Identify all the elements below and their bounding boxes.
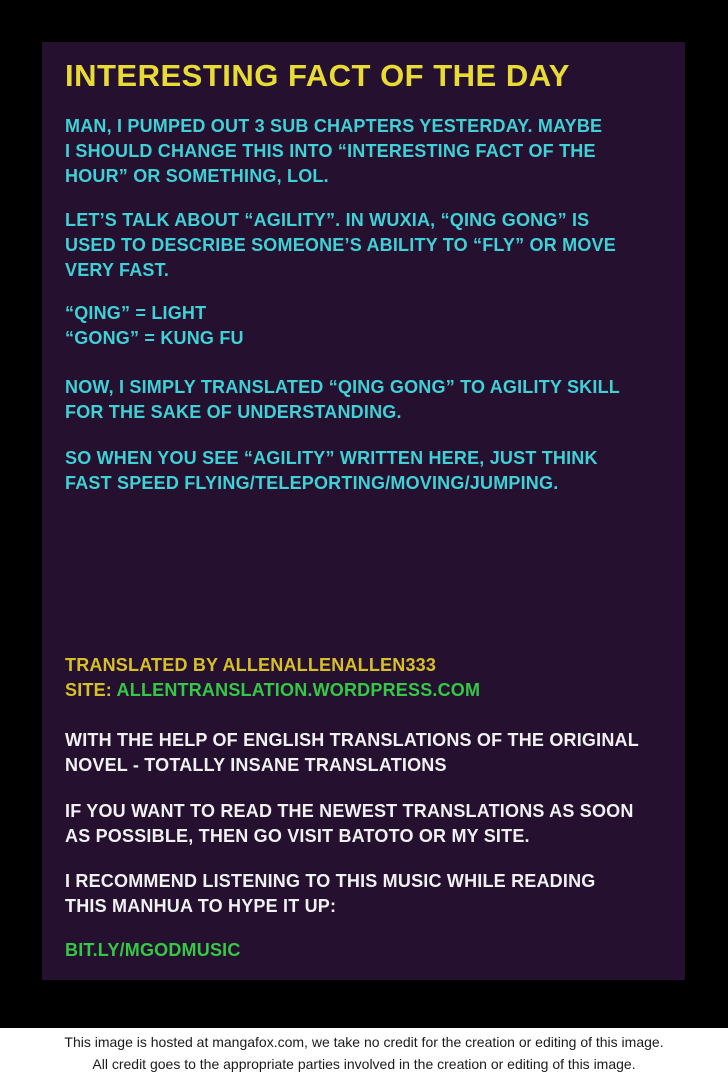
- site-line: [65, 678, 677, 703]
- text-line: SO WHEN YOU SEE “AGILITY” WRITTEN HERE, JUST THINK: [65, 448, 598, 468]
- agility-meaning-paragraph: [65, 446, 677, 496]
- source-credit-paragraph: [65, 728, 677, 778]
- text-line: IF YOU WANT TO READ THE NEWEST TRANSLATIONS AS SOON: [65, 801, 634, 821]
- disclaimer-line-2: All credit goes to the appropriate parties involved in the creation or editing of this image.: [92, 1056, 636, 1072]
- site-url: ALLENTRANSLATION.WORDPRESS.COM: [116, 680, 481, 700]
- translated-by-line: TRANSLATED BY ALLENALLENALLEN333: [65, 655, 437, 675]
- text-line: NOW, I SIMPLY TRANSLATED “QING GONG” TO AGILITY SKILL: [65, 377, 620, 397]
- text-line: “GONG” = KUNG FU: [65, 328, 244, 348]
- page-title: INTERESTING FACT OF THE DAY: [65, 58, 570, 93]
- text-line: MAN, I PUMPED OUT 3 SUB CHAPTERS YESTERDAY. MAYBE: [65, 116, 603, 136]
- text-line: FOR THE SAKE OF UNDERSTANDING.: [65, 402, 402, 422]
- disclaimer-line-1: This image is hosted at mangafox.com, we take no credit for the creation or editing of this image.: [64, 1034, 664, 1050]
- intro-paragraph: [65, 114, 677, 189]
- text-line: USED TO DESCRIBE SOMEONE’S ABILITY TO “FLY” OR MOVE: [65, 235, 616, 255]
- text-line: THIS MANHUA TO HYPE IT UP:: [65, 896, 337, 916]
- text-line: “QING” = LIGHT: [65, 303, 207, 323]
- notes-panel: [42, 42, 685, 980]
- text-line: LET’S TALK ABOUT “AGILITY”. IN WUXIA, “QING GONG” IS: [65, 210, 590, 230]
- agility-explanation-paragraph: [65, 208, 677, 283]
- text-line: VERY FAST.: [65, 260, 170, 280]
- text-line: AS POSSIBLE, THEN GO VISIT BATOTO OR MY SITE.: [65, 826, 530, 846]
- newest-translations-paragraph: [65, 799, 677, 849]
- music-link: BIT.LY/MGODMUSIC: [65, 940, 241, 960]
- site-label: SITE:: [65, 680, 117, 700]
- text-line: WITH THE HELP OF ENGLISH TRANSLATIONS OF THE ORIGINAL: [65, 730, 639, 750]
- text-line: I SHOULD CHANGE THIS INTO “INTERESTING FACT OF THE: [65, 141, 596, 161]
- text-line: FAST SPEED FLYING/TELEPORTING/MOVING/JUMPING.: [65, 473, 559, 493]
- translation-note-paragraph: [65, 375, 677, 425]
- music-recommendation-paragraph: [65, 869, 677, 919]
- text-line: NOVEL - TOTALLY INSANE TRANSLATIONS: [65, 755, 447, 775]
- qing-gong-definitions: [65, 301, 677, 351]
- text-line: HOUR” OR SOMETHING, LOL.: [65, 166, 329, 186]
- hosting-disclaimer-bar: [0, 1028, 728, 1076]
- text-line: I RECOMMEND LISTENING TO THIS MUSIC WHILE READING: [65, 871, 596, 891]
- translator-credits: [65, 653, 677, 703]
